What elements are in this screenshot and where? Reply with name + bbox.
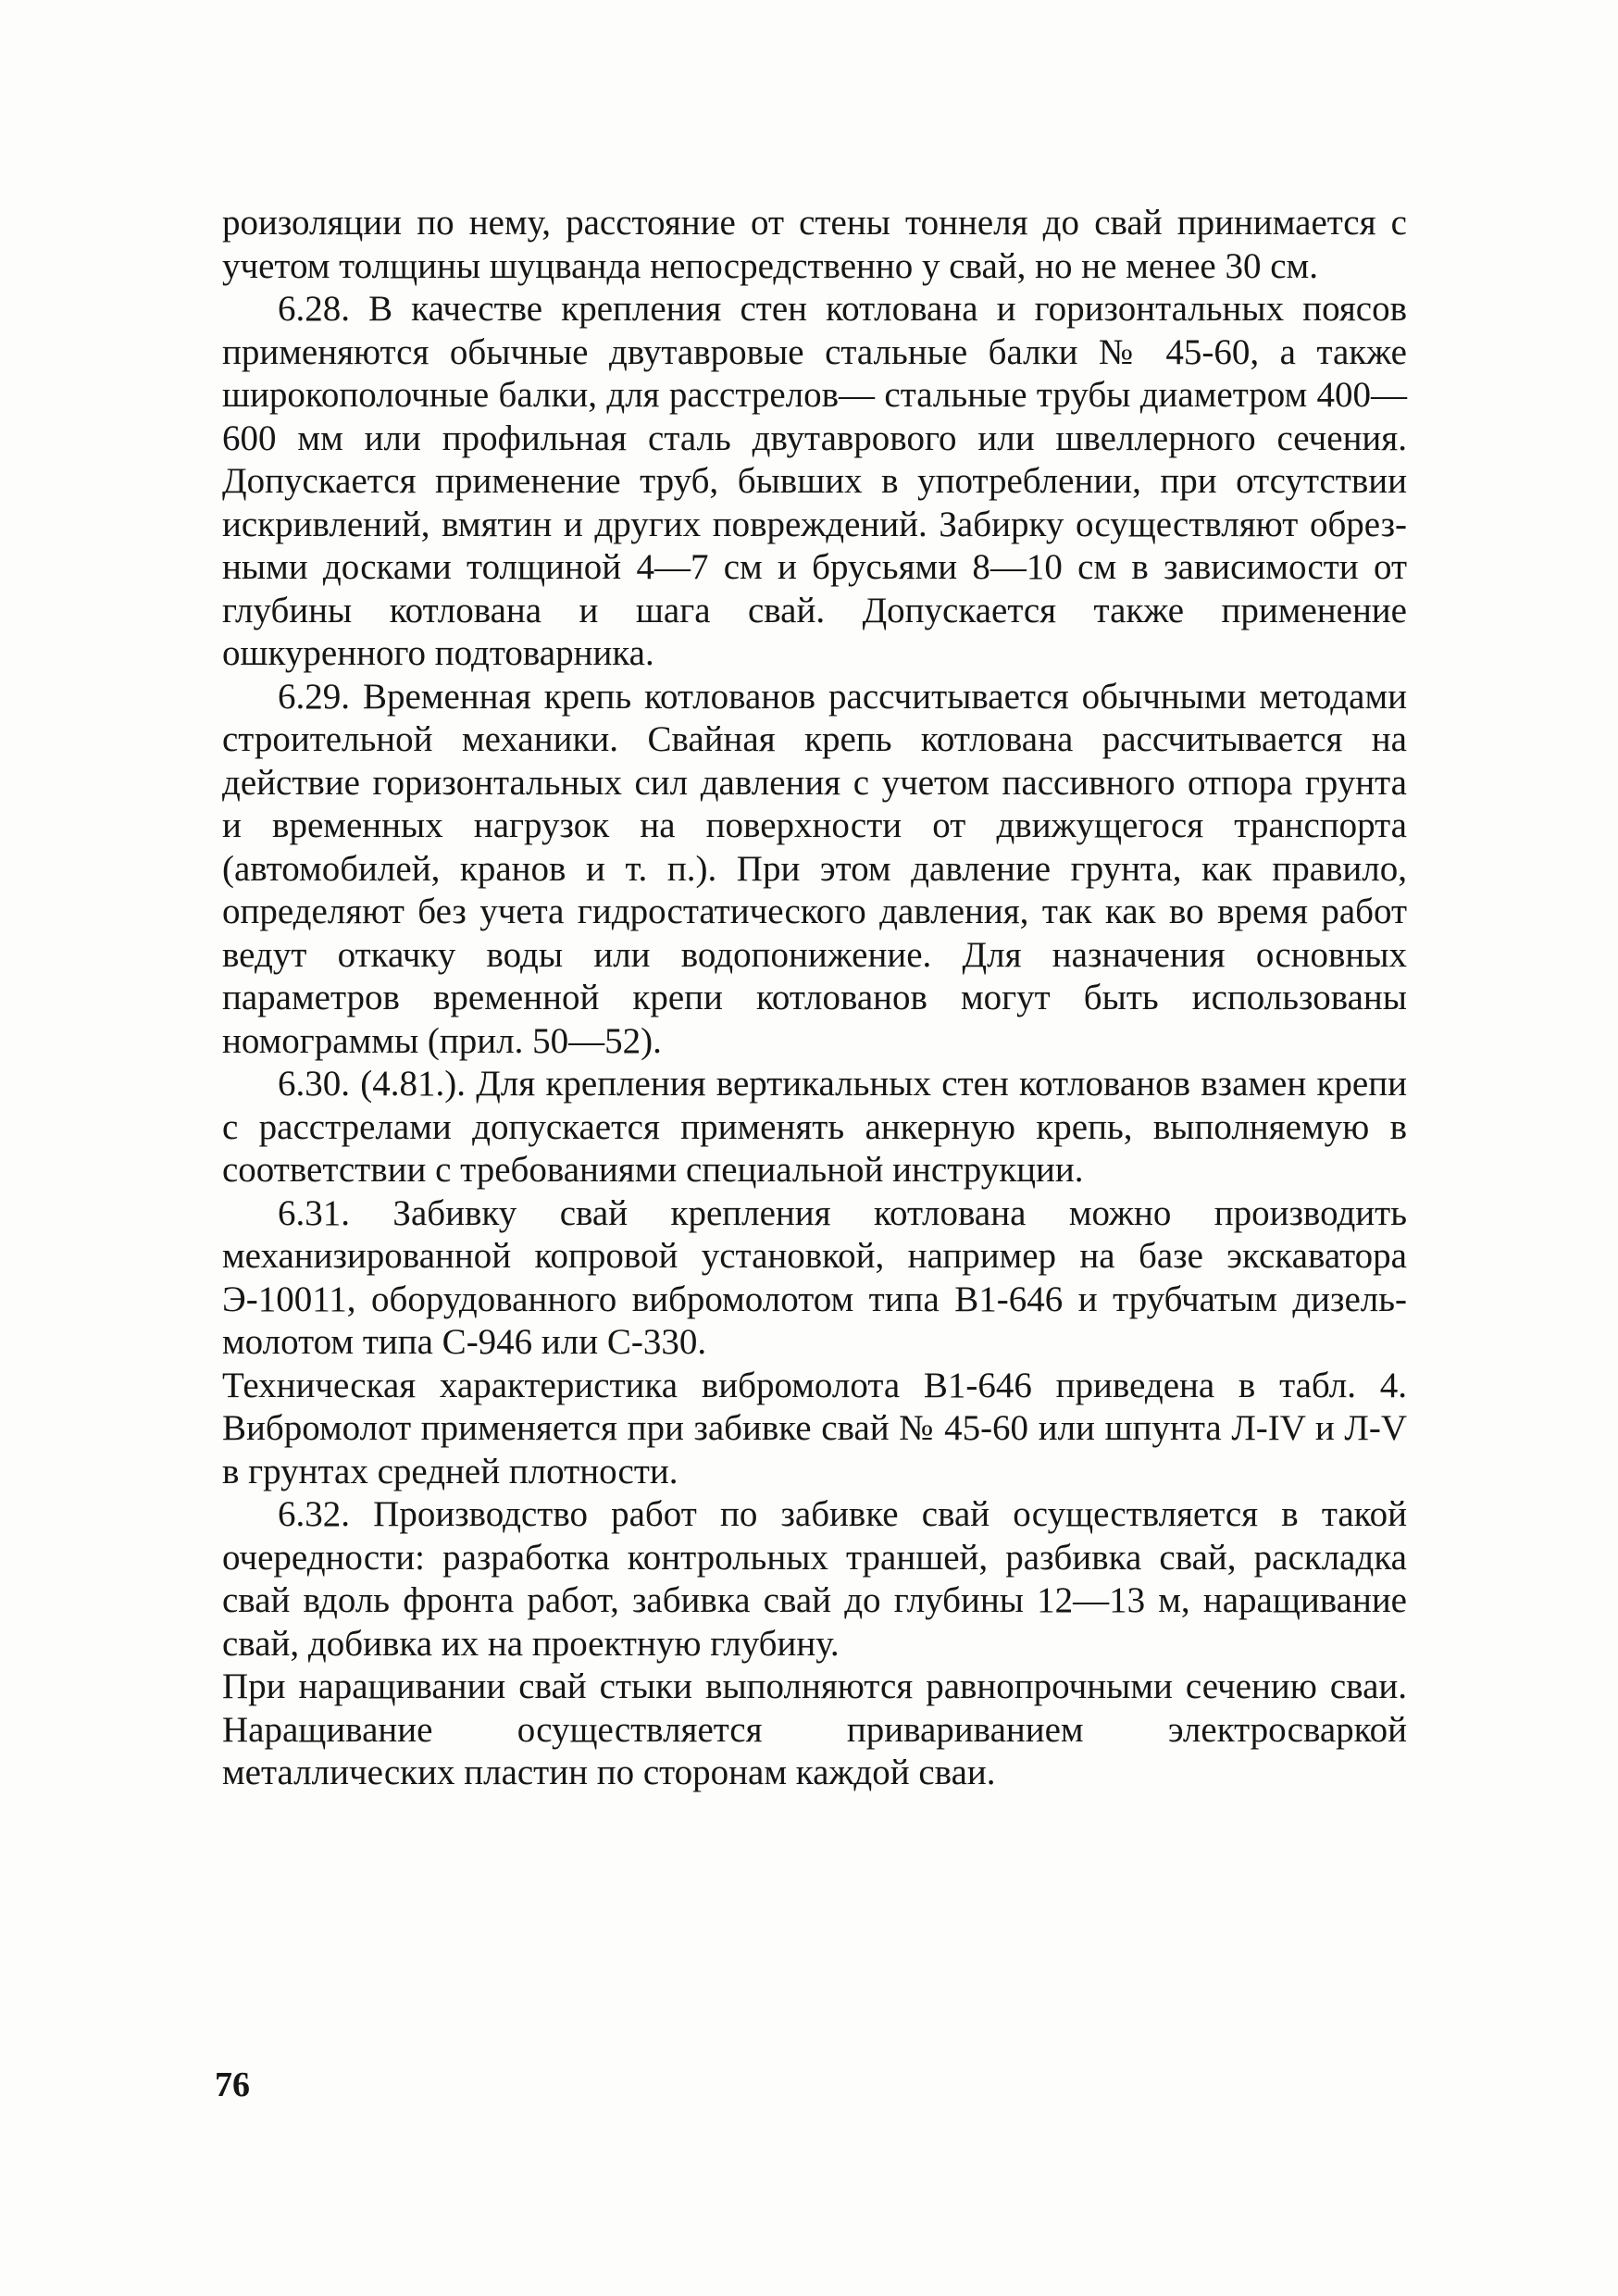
paragraph-6-29: 6.29. Временная крепь котлованов рассчитывается обычными методами строительной механики. Свайная крепь котлована рассчитывается на действие горизонтальных сил давления с учетом пассивного отпора грунта и временных нагрузок на поверхности от движущегося транспорта (автомобилей, кранов и т. п.). При этом давление грунта, как правило, определяют без учета гидростатического давления, так как во время работ ведут откачку воды или водопонижение. Для назначения основных параметров временной крепи котлованов могут быть использованы номограммы (прил. 50—52). (222, 676, 1407, 1061)
page-number: 76 (215, 2065, 250, 2104)
paragraph-6-30: 6.30. (4.81.). Для крепления вертикальных стен котлованов взамен крепи с расстрелами допускается применять анкерную крепь, выполняемую в соответствии с требованиями специальной инструкции. (222, 1064, 1407, 1190)
paragraph-6-31: 6.31. Забивку свай крепления котлована можно производить механизированной копровой установкой, например на базе экскаватора Э-10011, оборудованного вибромолотом типа В1-646 и трубчатым дизель-молотом типа С-946 или С-330. (222, 1192, 1407, 1362)
paragraph-vibrohammer-spec: Техническая характеристика вибромолота В1-646 приведена в табл. 4. Вибромолот применяется при забивке свай № 45-60 или шпунта Л-IV и Л-V в грунтах средней плотности. (222, 1365, 1407, 1491)
paragraph-pile-extension: При наращивании свай стыки выполняются равнопрочными сечению сваи. Наращивание осуществляется привариванием электросваркой металлических пластин по сторонам каждой сваи. (222, 1666, 1407, 1792)
body-text (222, 202, 1407, 1795)
paragraph-6-28: 6.28. В качестве крепления стен котлована и горизонтальных поясов применяются обычные двутавровые стальные балки № 45-60, а также широкополочные балки, для расстрелов— стальные трубы диаметром 400—600 мм или профильная сталь двутаврового или швеллерного сечения. Допускается применение труб, бывших в употреблении, при отсутствии искривлений, вмятин и других повреждений. Забирку осуществляют обрезными досками толщиной 4—7 см и брусьями 8—10 см в зависимости от глубины котлована и шага свай. Допускается также применение ошкуренного подтоварника. (222, 289, 1407, 673)
paragraph-continuation: роизоляции по нему, расстояние от стены тоннеля до свай принимается с учетом толщины шуцванда непосредственно у свай, но не менее 30 см. (222, 203, 1407, 286)
paragraph-6-32: 6.32. Производство работ по забивке свай осуществляется в такой очередности: разработка контрольных траншей, разбивка свай, раскладка свай вдоль фронта работ, забивка свай до глубины 12—13 м, наращивание свай, добивка их на проектную глубину. (222, 1494, 1407, 1664)
